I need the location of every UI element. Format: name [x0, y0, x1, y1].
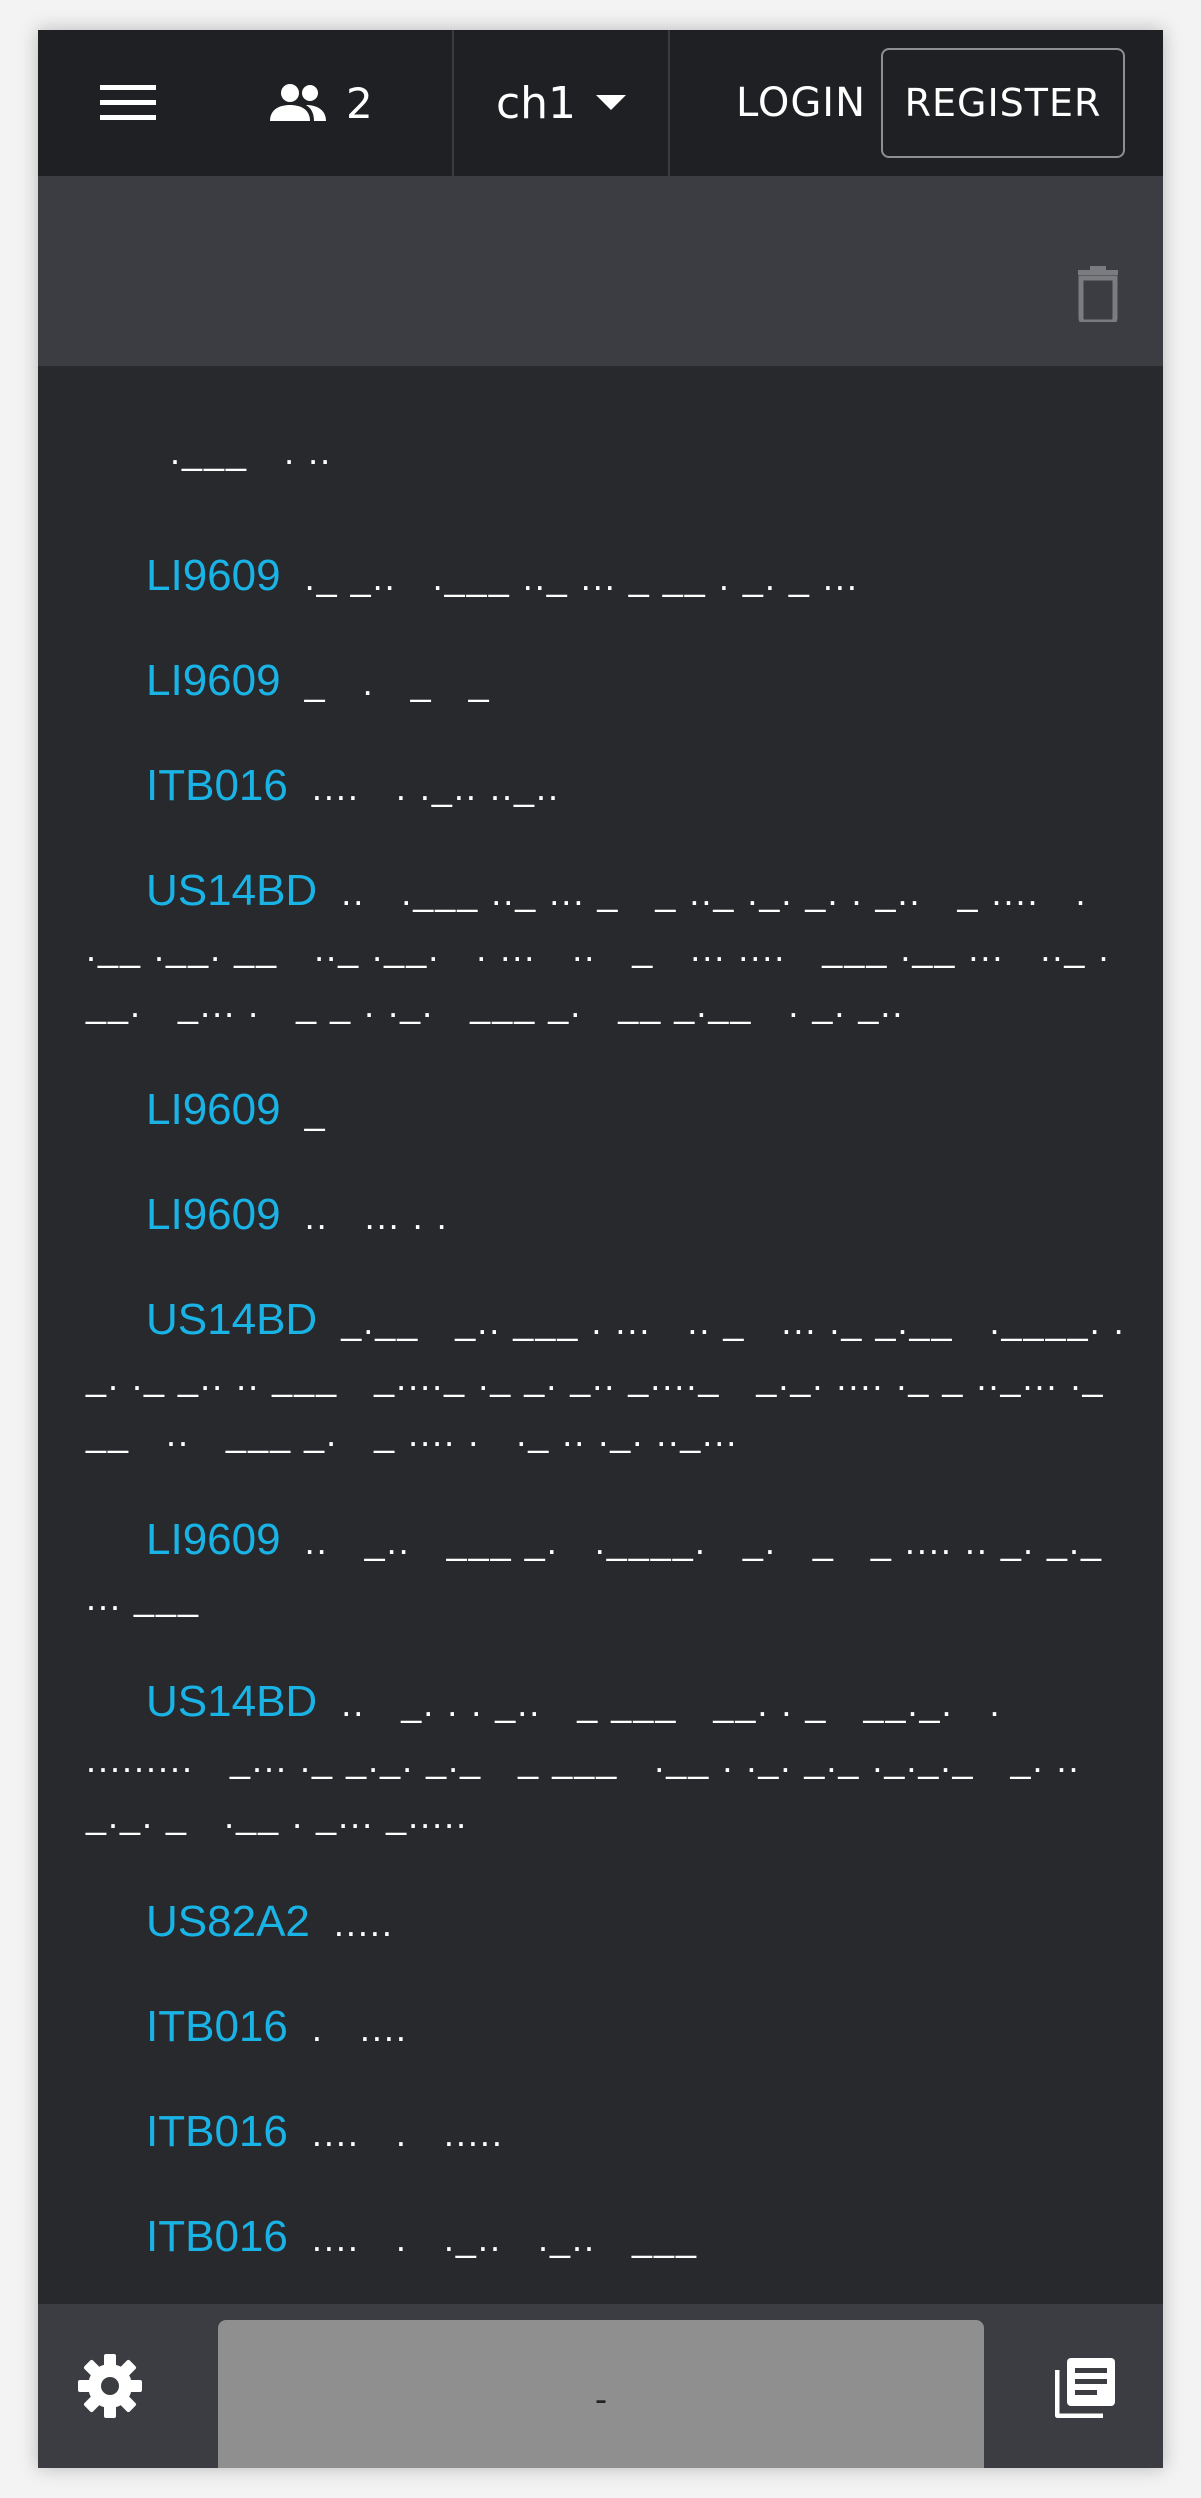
menu-button[interactable]: [78, 30, 178, 176]
message-code: .. _. . . _.. _ ___ __. . _ __._. . ......... _... ._ _._. _._ _ ___ .__ . ._. _._ ._._._ _. .. _._. _ .__ . _... _.....: [86, 1683, 1093, 1836]
message-user[interactable]: LI9609: [146, 1085, 281, 1134]
message-user[interactable]: ITB016: [146, 2107, 288, 2156]
message-user[interactable]: ITB016: [146, 2212, 288, 2261]
message-user[interactable]: US82A2: [146, 1897, 310, 1946]
message-user[interactable]: LI9609: [146, 1190, 281, 1239]
bottom-bar: [38, 2304, 1163, 2468]
message-code: .....: [333, 1903, 394, 1944]
message-user[interactable]: ITB016: [146, 761, 288, 810]
message-code: .. .___ .._ ... _ _ .._ ._. _. . _.. _ .... . .__ .__. __ .._ .__. . ... .. _ ... .... ___ .__ ... .._ .__. _... . _ _ . ._. ___ _. __ _.__ . _. _..: [86, 872, 1124, 1025]
message-user[interactable]: ITB016: [146, 2002, 288, 2051]
morse-chat-app: [38, 30, 1163, 2468]
message-code: .... . .....: [311, 2113, 504, 2154]
hamburger-menu-icon: [98, 83, 158, 123]
message-code: _.__ _.. ___ . ... .. _ ... ._ _.__ .____. ._. ._ _.. .. ___ _...._ ._ _. _.. _...._ _._. .... ._ _ .._... ._ __ .. ___ _. _ .... . ._ .. ._. .._...: [86, 1301, 1126, 1454]
trash-icon[interactable]: [1078, 266, 1118, 322]
message-code: _: [304, 1091, 327, 1132]
message-code: .... . ._.. .._..: [311, 767, 560, 808]
morse-key-button[interactable]: -: [218, 2320, 984, 2468]
message-user[interactable]: LI9609: [146, 656, 281, 705]
register-button[interactable]: REGISTER: [881, 48, 1125, 158]
user-count: 2: [346, 78, 373, 128]
message-user[interactable]: US14BD: [146, 1677, 318, 1726]
message-item: [86, 2153, 1126, 2304]
message-user[interactable]: LI9609: [146, 1515, 281, 1564]
people-icon: [268, 83, 328, 123]
channel-name: ch1: [495, 77, 577, 129]
message-code: _ . _ _: [304, 662, 491, 703]
message-code: .. ... . .: [304, 1196, 449, 1237]
message-code: .. _.. ___ _. .____. _. _ _ .... .. _. _._ ... ___: [86, 1521, 1116, 1618]
online-users[interactable]: [268, 30, 448, 176]
message-user[interactable]: US14BD: [146, 1295, 318, 1344]
message-code: . ....: [311, 2008, 408, 2049]
message-code: ._ _.. .___ .._ ... _ __ . _. _ ...: [304, 557, 859, 598]
dropdown-arrow-icon: [596, 95, 626, 111]
settings-gear-icon[interactable]: [78, 2354, 142, 2418]
message-list: [38, 366, 1163, 2304]
login-button[interactable]: LOGIN: [735, 80, 867, 126]
top-app-bar: [38, 30, 1163, 176]
message-log-icon[interactable]: [1055, 2356, 1117, 2418]
message-user[interactable]: LI9609: [146, 551, 281, 600]
message-code: .... . ._.. ._.. ___: [311, 2218, 699, 2259]
transmit-bar: [38, 176, 1163, 366]
channel-selector[interactable]: [452, 30, 670, 176]
message-code: .___ . ..: [170, 431, 333, 472]
message-user[interactable]: US14BD: [146, 866, 318, 915]
